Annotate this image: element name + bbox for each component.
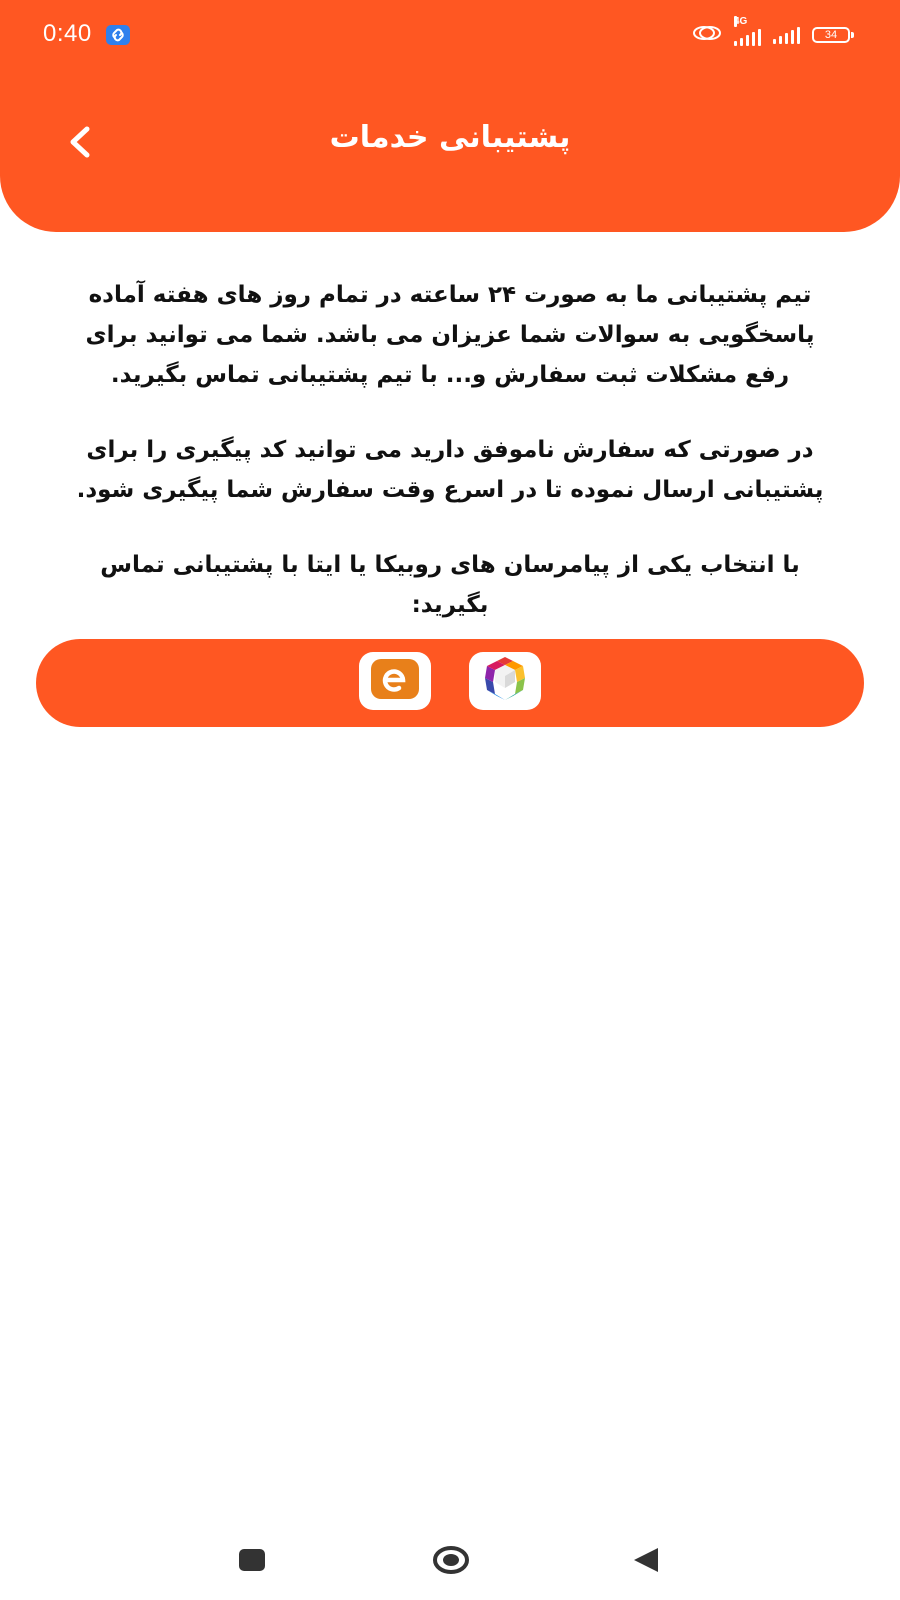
status-indicators (692, 16, 850, 46)
nav-recents-button[interactable] (228, 1538, 276, 1586)
eitaa-button[interactable] (359, 652, 431, 710)
info-paragraph-2: در صورتی که سفارش ناموفق دارید می توانید کد پیگیری را برای پشتیبانی ارسال نموده تا در اسرع وقت سفارش شما پیگیری شود. (76, 437, 824, 503)
nav-back-button[interactable] (622, 1538, 670, 1586)
battery-icon (812, 27, 850, 43)
status-time: 0:40 (43, 20, 92, 47)
circle-icon (432, 1545, 470, 1579)
triangle-left-icon (632, 1546, 660, 1578)
signal-strength-icon-2 (773, 26, 800, 44)
hotspot-icon (692, 24, 722, 46)
rubika-icon (477, 654, 533, 708)
link-app-icon (106, 25, 130, 45)
battery-level: 34 (824, 29, 838, 41)
page-title: پشتیبانی خدمات (329, 120, 571, 155)
messenger-bar (36, 639, 864, 727)
info-paragraph-1: تیم پشتیبانی ما به صورت ۲۴ ساعته در تمام روز های هفته آماده پاسخگویی به سوالات شما عزیزان می باشد. شما می توانید برای رفع مشکلات ثبت سفارش و... با تیم پشتیبانی تماس بگیرید. (85, 282, 815, 388)
signal-strength-icon-1 (734, 16, 761, 46)
nav-home-button[interactable] (427, 1538, 475, 1586)
info-paragraph-3: با انتخاب یکی از پیامرسان های روبیکا یا ایتا با پشتیبانی تماس بگیرید: (100, 552, 800, 618)
network-type: 4G (734, 16, 748, 27)
eitaa-icon (367, 656, 423, 706)
status-bar (0, 0, 900, 72)
system-nav-bar (0, 1530, 900, 1600)
square-icon (238, 1548, 266, 1576)
app-header (0, 0, 900, 232)
rubika-button[interactable] (469, 652, 541, 710)
